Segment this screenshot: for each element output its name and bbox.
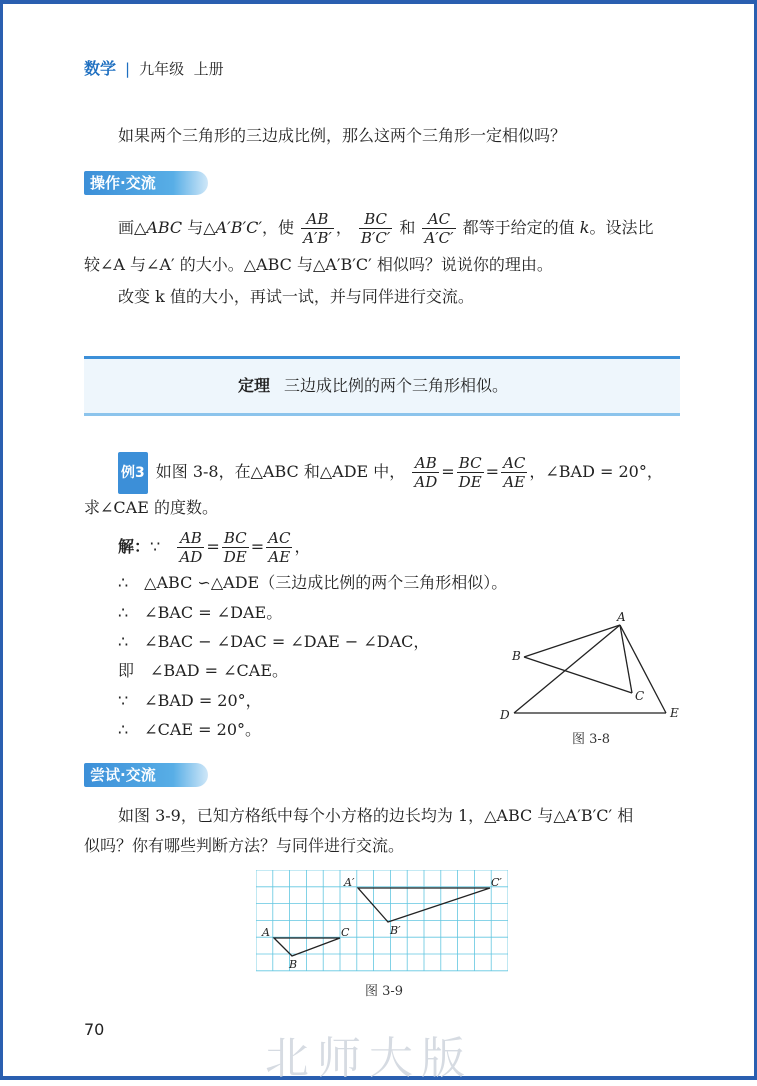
grid-label-b-prime: B′ [390, 924, 401, 937]
intro-question: 如果两个三角形的三边成比例，那么这两个三角形一定相似吗？ [118, 126, 567, 145]
solution-step-2: ∴ ∠BAC = ∠DAE。 [118, 603, 283, 622]
solution-step-5: ∵ ∠BAD = 20°， [118, 691, 262, 710]
label-c: C [635, 689, 645, 703]
figure-3-9-grid [256, 870, 508, 972]
grid-label-a: A [262, 926, 270, 939]
section-badge-operate-exchange: 操作·交流 [84, 171, 208, 195]
header-separator: | [125, 60, 131, 78]
grid-label-a-prime: A′ [344, 876, 355, 889]
page-frame-top [0, 0, 757, 4]
theorem-box [84, 356, 680, 416]
page-frame-left [0, 0, 3, 1080]
header-volume: 上册 [193, 60, 224, 78]
label-b: B [512, 649, 521, 663]
section2-line2: 似吗？你有哪些判断方法？与同伴进行交流。 [84, 836, 405, 855]
header-grade: 九年级 [139, 60, 185, 78]
solution-label: 解： [118, 537, 151, 556]
section-badge-try-exchange: 尝试·交流 [84, 763, 208, 787]
page-number: 70 [84, 1020, 105, 1039]
section1-line1: 画△ABC 与△A′B′C′，使 $\frac{AB}{A'B'}$ ， $\frac{BC}{B'C'}$ 和 $\frac{AC}{A'C'}$ 都等于给定的值 k。设法比 [118, 210, 654, 247]
solution-step-4: 即 ∠BAD = ∠CAE。 [118, 661, 289, 680]
fraction-bc-over-de: $\frac{BC}{DE}$ [458, 454, 482, 491]
label-e: E [670, 706, 679, 720]
segment-ab [524, 625, 620, 657]
section2-line1: 如图 3-9，已知方格纸中每个小方格的边长均为 1，△ABC 与△A′B′C′ 相 [118, 806, 634, 825]
solution-line1: 解：∵ $\frac{AB}{AD}$ = $\frac{BC}{DE}$ = $\frac{AC}{AE}$ ， [118, 529, 311, 566]
fraction-ab-over-a1b1: $\frac{AB}{A'B'}$ [303, 210, 332, 247]
figure-3-9-caption: 图 3-9 [365, 984, 404, 999]
fraction-ac-over-ae: $\frac{AC}{AE}$ [503, 454, 526, 491]
theorem-label: 定理 [238, 376, 271, 395]
solution-step-6: ∴ ∠CAE = 20°。 [118, 720, 262, 739]
running-header [84, 56, 224, 79]
example-badge: 例3 [118, 452, 148, 494]
grid-label-c: C [341, 926, 350, 939]
section1-line2: 较∠A 与∠A′ 的大小。△ABC 与△A′B′C′ 相似吗？说说你的理由。 [84, 255, 553, 274]
fraction-bc-over-b1c1: $\frac{BC}{B'C'}$ [360, 210, 391, 247]
solution-step-1: ∴ △ABC ∽△ADE（三边成比例的两个三角形相似）。 [118, 573, 508, 592]
grid-label-b: B [289, 958, 298, 971]
solution-step-3: ∴ ∠BAC − ∠DAC = ∠DAE − ∠DAC， [118, 632, 430, 651]
segment-ad [514, 625, 620, 713]
figure-3-8-caption: 图 3-8 [572, 732, 611, 747]
section1-line3: 改变 k 值的大小，再试一试，并与同伴进行交流。 [118, 287, 474, 306]
fraction-ac-over-a1c1: $\frac{AC}{A'C'}$ [424, 210, 454, 247]
grid-label-c-prime: C′ [491, 876, 502, 889]
example3-line2: 求∠CAE 的度数。 [84, 498, 218, 517]
segment-bc [524, 657, 632, 693]
theorem-text: 定理 三边成比例的两个三角形相似。 [238, 376, 509, 395]
fraction-ab-over-ad: $\frac{AB}{AD}$ [414, 454, 438, 491]
label-a: A [617, 610, 626, 624]
example3-line1: 例3 如图 3-8，在△ABC 和△ADE 中， $\frac{AB}{AD}$ = $\frac{BC}{DE}$ = $\frac{AC}{AE}$ ，∠BAD = 20°， [118, 452, 663, 494]
label-d: D [500, 708, 510, 722]
triangle-abc [274, 938, 340, 956]
header-subject: 数学 [84, 59, 117, 78]
publisher-watermark: 北师大版 [265, 1033, 473, 1084]
figure-3-8 [490, 605, 690, 730]
